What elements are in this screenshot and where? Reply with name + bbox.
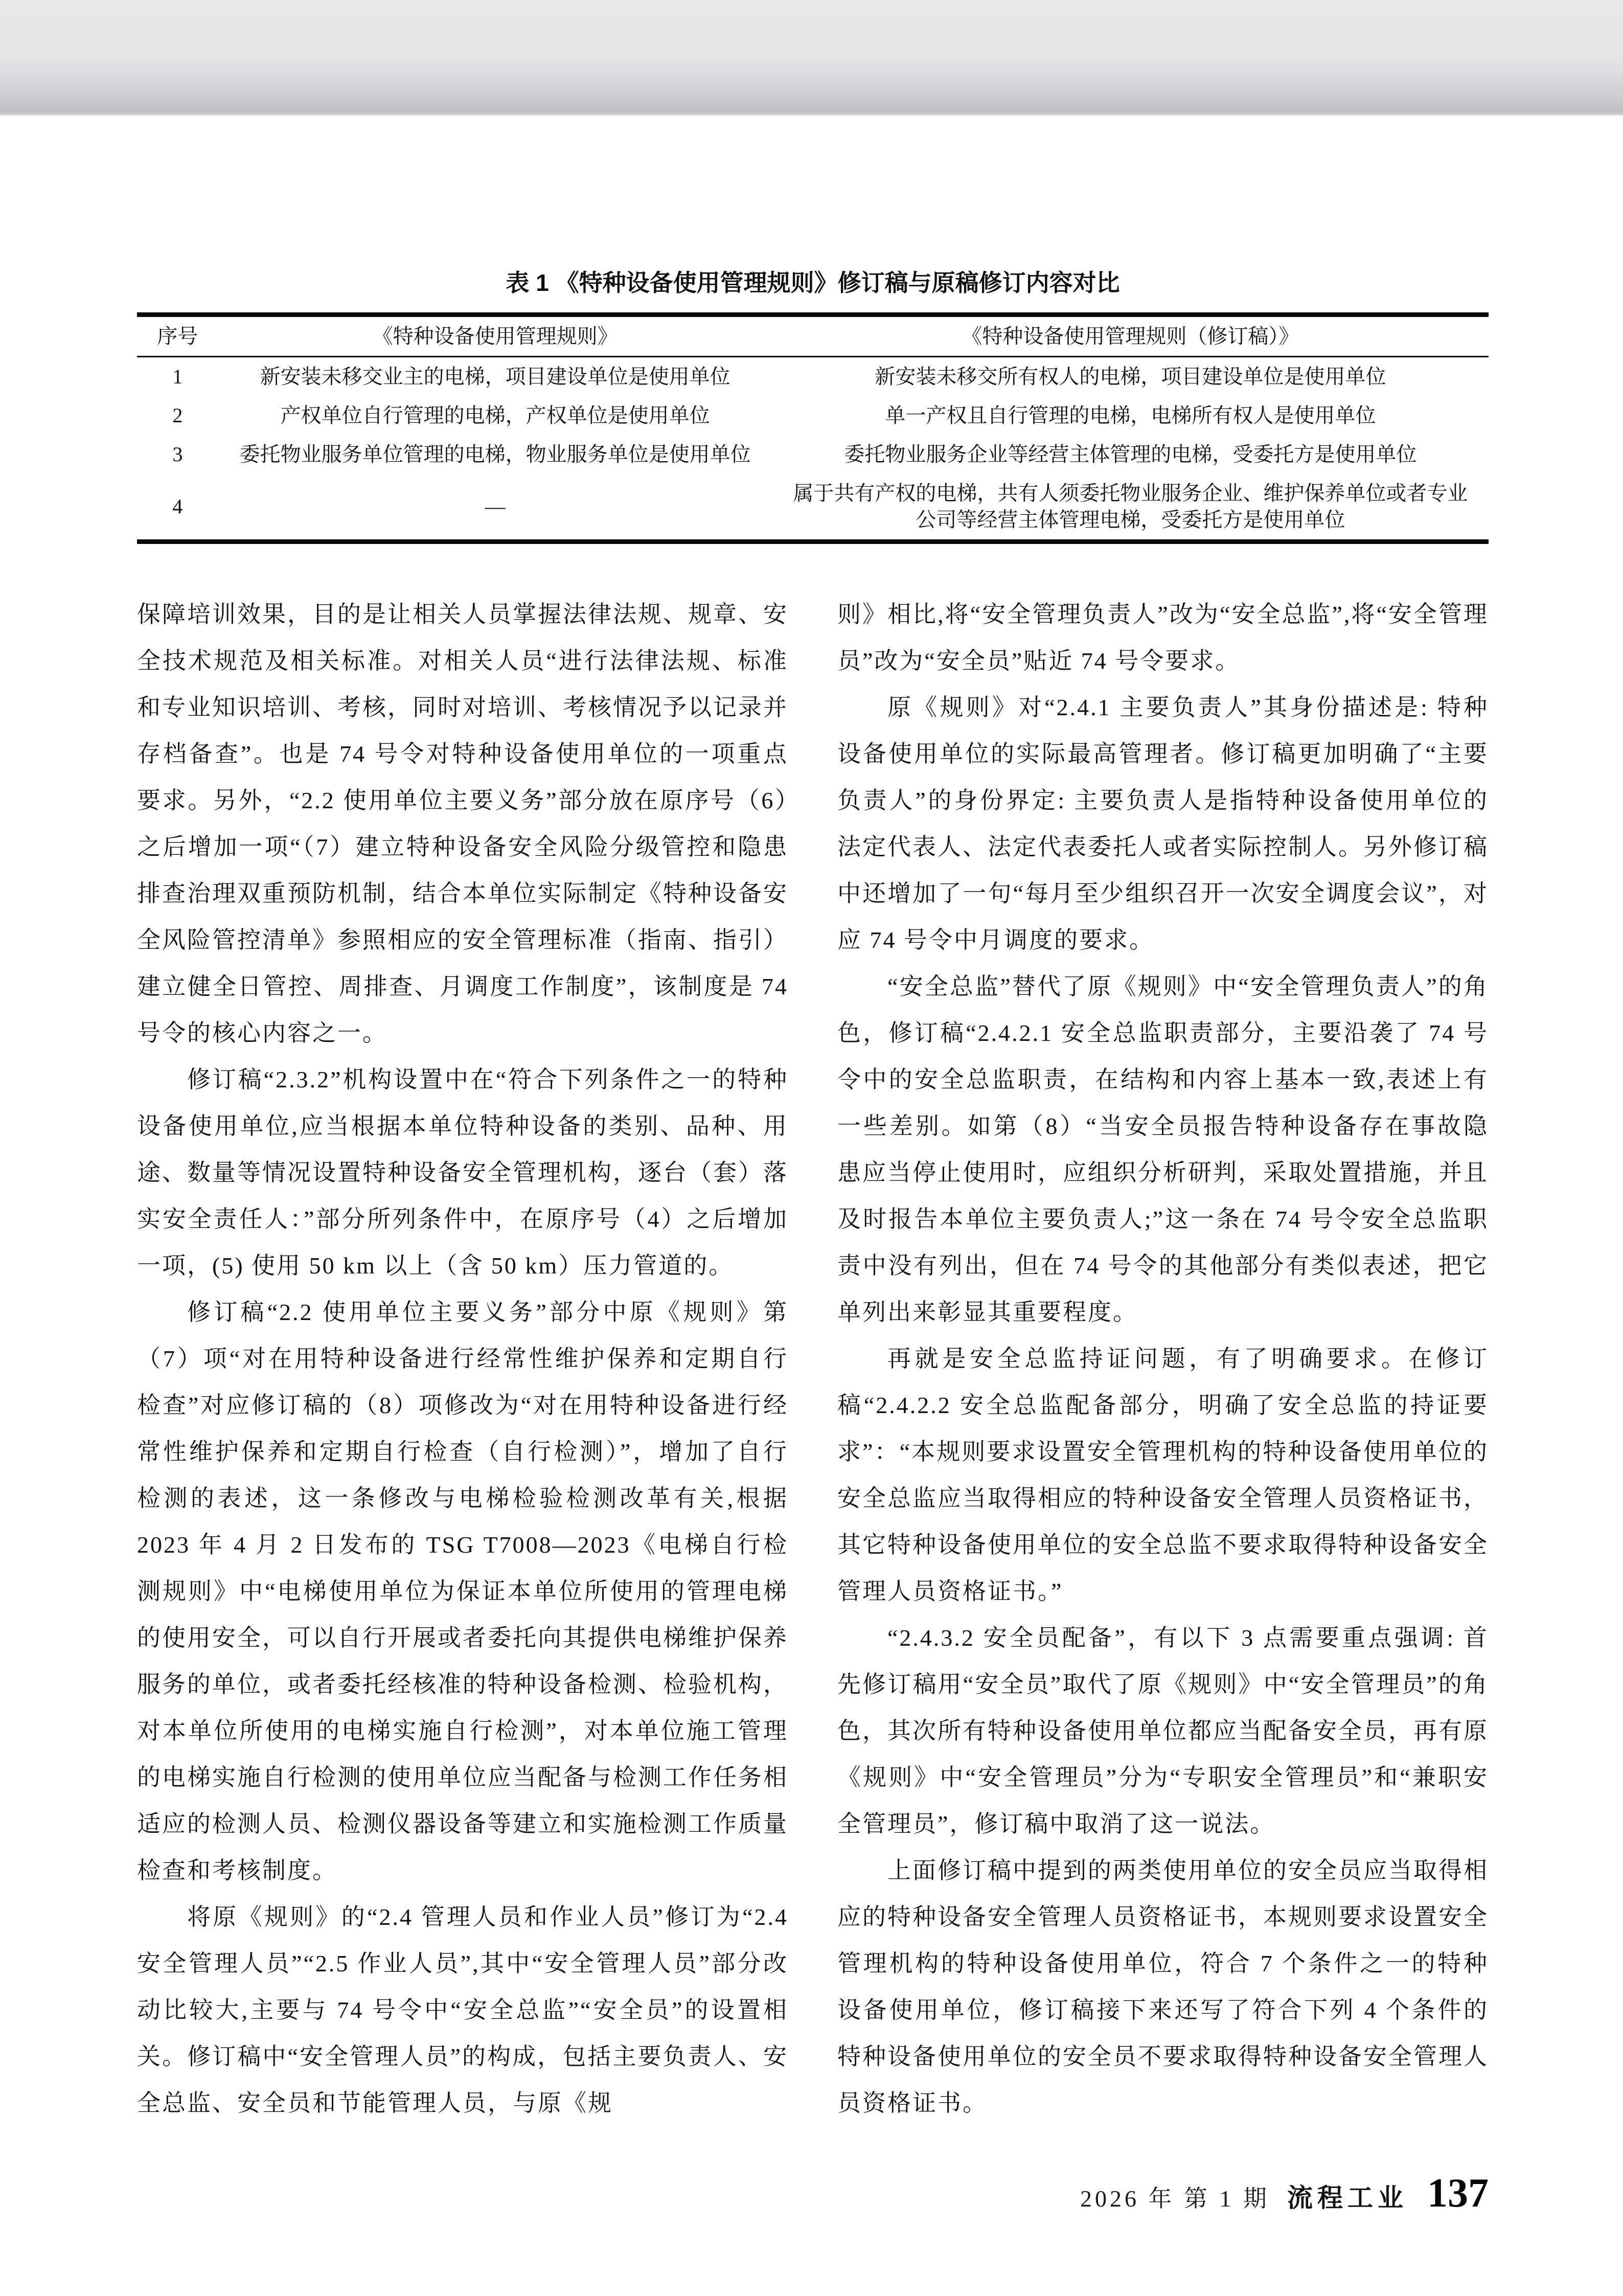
column-header-revised-rule: 《特种设备使用管理规则（修订稿）》 [772, 315, 1489, 357]
body-paragraph: 保障培训效果，目的是让相关人员掌握法律法规、规章、安全技术规范及相关标准。对相关人员“进行法律法规、标准和专业知识培训、考核，同时对培训、考核情况予以记录并存档备查”。也是 74 号令对特种设备使用单位的一项重点要求。另外，“2.2 使用单位主要义务”部分放在原序号（6）之后增加一项“（7）建立特种设备安全风险分级管控和隐患排查治理双重预防机制，结合本单位实际制定《特种设备安全风险管控清单》参照相应的安全管理标准（指南、指引）建立健全日管控、周排查、月调度工作制度”，该制度是 74 号令的核心内容之一。 [137, 601, 788, 1047]
cell-original-rule: 产权单位自行管理的电梯，产权单位是使用单位 [280, 404, 710, 427]
cell-original-rule: 委托物业服务单位管理的电梯，物业服务单位是使用单位 [239, 443, 751, 466]
body-paragraph: 则》相比,将“安全管理负责人”改为“安全总监”,将“安全管理员”改为“安全员”贴近 74 号令要求。 [837, 601, 1489, 674]
cell-original-rule: 新安装未移交业主的电梯，项目建设单位是使用单位 [260, 365, 730, 389]
table-row [137, 435, 1489, 474]
cell-revised-rule: 新安装未移交所有权人的电梯，项目建设单位是使用单位 [875, 365, 1386, 389]
comparison-table [137, 312, 1489, 544]
page-content [0, 269, 1623, 2217]
column-header-original-rule: 《特种设备使用管理规则》 [218, 315, 772, 357]
body-paragraph: 修订稿“2.2 使用单位主要义务”部分中原《规则》第（7）项“对在用特种设备进行经常性维护保养和定期自行检查”对应修订稿的（8）项修改为“对在用特种设备进行经常性维护保养和定期自行检查（自行检测）”，增加了自行检测的表述，这一条修改与电梯检验检测改革有关,根据 2023 年 4 月 2 日发布的 TSG T7008—2023《电梯自行检测规则》中“电梯使用单位为保证本单位所使用的管理电梯的使用安全，可以自行开展或者委托向其提供电梯维护保养服务的单位，或者委托经核准的特种设备检测、检验机构，对本单位所使用的电梯实施自行检测”，对本单位施工管理的电梯实施自行检测的使用单位应当配备与检测工作任务相适应的检测人员、检测仪器设备等建立和实施检测工作质量检查和考核制度。 [137, 1299, 788, 1884]
table-row [137, 396, 1489, 435]
footer-page-number: 137 [1427, 2171, 1489, 2216]
cell-serial: 1 [172, 365, 183, 389]
cell-revised-rule: 属于共有产权的电梯，共有人须委托物业服务企业、维护保养单位或者专业公司等经营主体管理电梯，受委托方是使用单位 [793, 482, 1468, 532]
cell-serial: 4 [172, 495, 183, 518]
body-paragraph: 原《规则》对“2.4.1 主要负责人”其身份描述是: 特种设备使用单位的实际最高管理者。修订稿更加明确了“主要负责人”的身份界定: 主要负责人是指特种设备使用单位的法定代表人、法定代表委托人或者实际控制人。另外修订稿中还增加了一句“每月至少组织召开一次安全调度会议”，对应 74 号令中月调度的要求。 [837, 694, 1489, 953]
cell-serial: 2 [172, 404, 183, 427]
column-header-serial: 序号 [137, 315, 218, 357]
body-text [137, 591, 1489, 2126]
left-column [137, 591, 788, 2126]
cell-serial: 3 [172, 443, 183, 466]
cell-revised-rule: 委托物业服务企业等经营主体管理的电梯，受委托方是使用单位 [844, 443, 1417, 466]
body-paragraph: 修订稿“2.3.2”机构设置中在“符合下列条件之一的特种设备使用单位,应当根据本单位特种设备的类别、品种、用途、数量等情况设置特种设备安全管理机构，逐台（套）落实安全责任人：”部分所列条件中，在原序号（4）之后增加一项，(5) 使用 50 km 以上（含 50 km）压力管道的。 [137, 1066, 788, 1279]
footer-year-issue: 2026 年 第 1 期 [1080, 2186, 1270, 2212]
table-row [137, 357, 1489, 397]
comparison-table-header [137, 315, 1489, 357]
body-paragraph: 上面修订稿中提到的两类使用单位的安全员应当取得相应的特种设备安全管理人员资格证书，本规则要求设置安全管理机构的特种设备使用单位，符合 7 个条件之一的特种设备使用单位，修订稿接下来还写了符合下列 4 个条件的特种设备使用单位的安全员不要求取得特种设备安全管理人员资格证书。 [837, 1857, 1489, 2117]
page-top-shading [0, 0, 1623, 116]
page-footer [137, 2170, 1489, 2217]
right-column [837, 591, 1489, 2126]
cell-original-rule: — [485, 495, 506, 518]
table-row [137, 474, 1489, 542]
table-caption: 表 1 《特种设备使用管理规则》修订稿与原稿修订内容对比 [506, 269, 1120, 296]
body-paragraph: “2.4.3.2 安全员配备”，有以下 3 点需要重点强调: 首先修订稿用“安全员”取代了原《规则》中“安全管理员”的角色，其次所有特种设备使用单位都应当配备安全员，再有原《规则》中“安全管理员”分为“专职安全管理员”和“兼职安全管理员”，修订稿中取消了这一说法。 [837, 1625, 1489, 1837]
body-paragraph: 将原《规则》的“2.4 管理人员和作业人员”修订为“2.4 安全管理人员”“2.5 作业人员”,其中“安全管理人员”部分改动比较大,主要与 74 号令中“安全总监”“安全员”的设置相关。修订稿中“安全管理人员”的构成，包括主要负责人、安全总监、安全员和节能管理人员，与原《规 [137, 1904, 788, 2117]
table-header-row [137, 315, 1489, 357]
body-paragraph: 再就是安全总监持证问题，有了明确要求。在修订稿“2.4.2.2 安全总监配备部分，明确了安全总监的持证要求”：“本规则要求设置安全管理机构的特种设备使用单位的安全总监应当取得相应的特种设备安全管理人员资格证书，其它特种设备使用单位的安全总监不要求取得特种设备安全管理人员资格证书。” [837, 1346, 1489, 1605]
footer-journal-name: 流程工业 [1287, 2184, 1408, 2213]
cell-revised-rule: 单一产权且自行管理的电梯，电梯所有权人是使用单位 [885, 404, 1376, 427]
body-paragraph: “安全总监”替代了原《规则》中“安全管理负责人”的角色，修订稿“2.4.2.1 安全总监职责部分，主要沿袭了 74 号令中的安全总监职责，在结构和内容上基本一致,表述上有一些差别。如第（8）“当安全员报告特种设备存在事故隐患应当停止使用时，应组织分析研判，采取处置措施，并且及时报告本单位主要负责人;”这一条在 74 号令安全总监职责中没有列出，但在 74 号令的其他部分有类似表述，把它单列出来彰显其重要程度。 [837, 973, 1489, 1326]
comparison-table-body [137, 357, 1489, 542]
